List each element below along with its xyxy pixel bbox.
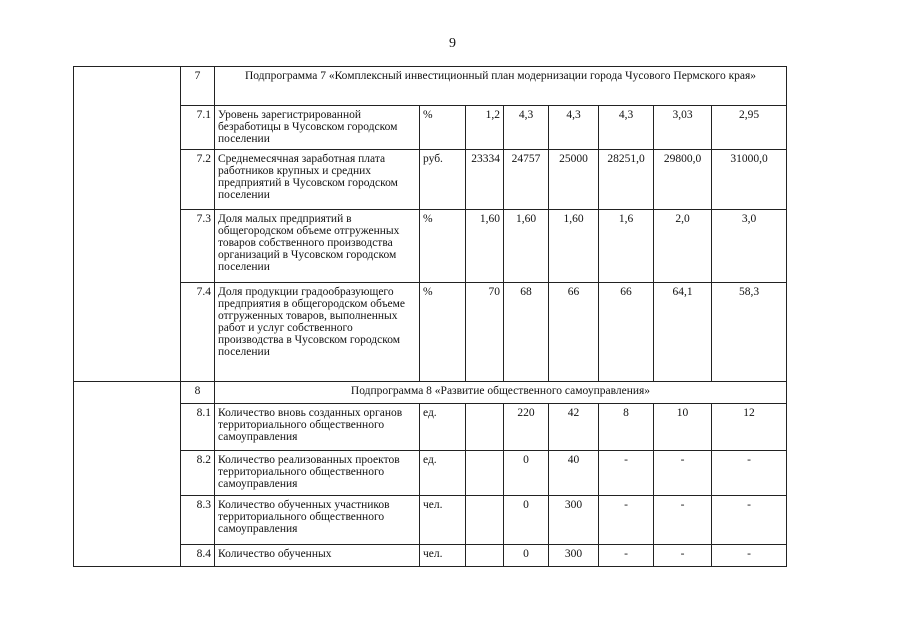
value-cell: 4,3 (549, 106, 599, 150)
table-row (74, 545, 787, 567)
row-number: 8.2 (181, 451, 215, 496)
row-number: 8.3 (181, 496, 215, 545)
unit-cell: % (420, 210, 466, 283)
row-number: 8.4 (181, 545, 215, 567)
value-cell: 300 (549, 545, 599, 567)
unit-cell: чел. (420, 496, 466, 545)
value-cell: 3,0 (712, 210, 787, 283)
value-cell: 1,60 (466, 210, 504, 283)
indicator-name: Количество реализованных проектов территориального общественного самоуправления (215, 451, 420, 496)
indicator-name: Среднемесячная заработная плата работников крупных и средних предприятий в Чусовском городском поселении (215, 150, 420, 210)
page-number: 9 (449, 36, 456, 51)
indicator-name: Доля продукции градообразующего предприятия в общегородском объеме отгруженных товаров, выполненных работ и услуг собственного производства в Чусовском городском поселении (215, 283, 420, 382)
blank-cell (74, 67, 181, 382)
value-cell: 0 (504, 451, 549, 496)
subprogram-number: 8 (181, 382, 215, 404)
value-cell: 66 (549, 283, 599, 382)
table-row (74, 496, 787, 545)
value-cell: 25000 (549, 150, 599, 210)
table-row (74, 210, 787, 283)
value-cell: 42 (549, 404, 599, 451)
value-cell: 4,3 (504, 106, 549, 150)
value-cell: 68 (504, 283, 549, 382)
value-cell: 0 (504, 496, 549, 545)
value-cell: 220 (504, 404, 549, 451)
unit-cell: ед. (420, 451, 466, 496)
row-number: 7.4 (181, 283, 215, 382)
value-cell: 1,60 (504, 210, 549, 283)
value-cell: 64,1 (654, 283, 712, 382)
unit-cell: ед. (420, 404, 466, 451)
table-row (74, 451, 787, 496)
value-cell: 300 (549, 496, 599, 545)
unit-cell: % (420, 106, 466, 150)
value-cell: 8 (599, 404, 654, 451)
row-number: 8.1 (181, 404, 215, 451)
unit-cell: руб. (420, 150, 466, 210)
value-cell: 1,2 (466, 106, 504, 150)
subprogram-title: Подпрограмма 8 «Развитие общественного самоуправления» (215, 382, 787, 404)
indicator-name: Уровень зарегистрированной безработицы в Чусовском городском поселении (215, 106, 420, 150)
value-cell: 1,60 (549, 210, 599, 283)
value-cell (466, 496, 504, 545)
value-cell: 31000,0 (712, 150, 787, 210)
value-cell: 0 (504, 545, 549, 567)
value-cell: 3,03 (654, 106, 712, 150)
table-row (74, 150, 787, 210)
value-cell: 66 (599, 283, 654, 382)
table-row (74, 404, 787, 451)
subprogram-row (74, 67, 787, 106)
value-cell: - (712, 545, 787, 567)
indicator-name: Количество обученных участников территориального общественного самоуправления (215, 496, 420, 545)
value-cell: 1,6 (599, 210, 654, 283)
indicator-name: Доля малых предприятий в общегородском объеме отгруженных товаров собственного производства организаций в Чусовском городском поселении (215, 210, 420, 283)
row-number: 7.2 (181, 150, 215, 210)
value-cell: 29800,0 (654, 150, 712, 210)
value-cell: 28251,0 (599, 150, 654, 210)
value-cell: - (654, 451, 712, 496)
subprogram-row (74, 382, 787, 404)
value-cell: 40 (549, 451, 599, 496)
value-cell (466, 404, 504, 451)
unit-cell: % (420, 283, 466, 382)
indicator-name: Количество обученных (215, 545, 420, 567)
value-cell (466, 545, 504, 567)
value-cell: 23334 (466, 150, 504, 210)
value-cell: - (599, 496, 654, 545)
unit-cell: чел. (420, 545, 466, 567)
value-cell: 4,3 (599, 106, 654, 150)
value-cell: 2,95 (712, 106, 787, 150)
row-number: 7.3 (181, 210, 215, 283)
value-cell: 24757 (504, 150, 549, 210)
table-row (74, 283, 787, 382)
value-cell: 10 (654, 404, 712, 451)
indicators-table (73, 66, 787, 567)
subprogram-number: 7 (181, 67, 215, 106)
indicator-name: Количество вновь созданных органов территориального общественного самоуправления (215, 404, 420, 451)
blank-cell (74, 382, 181, 567)
value-cell: - (599, 545, 654, 567)
value-cell: 2,0 (654, 210, 712, 283)
value-cell: 70 (466, 283, 504, 382)
value-cell: 58,3 (712, 283, 787, 382)
value-cell: - (712, 496, 787, 545)
value-cell: 12 (712, 404, 787, 451)
table-row (74, 106, 787, 150)
value-cell (466, 451, 504, 496)
subprogram-title: Подпрограмма 7 «Комплексный инвестиционный план модернизации города Чусового Пермского края» (215, 67, 787, 106)
value-cell: - (712, 451, 787, 496)
row-number: 7.1 (181, 106, 215, 150)
value-cell: - (599, 451, 654, 496)
value-cell: - (654, 545, 712, 567)
value-cell: - (654, 496, 712, 545)
